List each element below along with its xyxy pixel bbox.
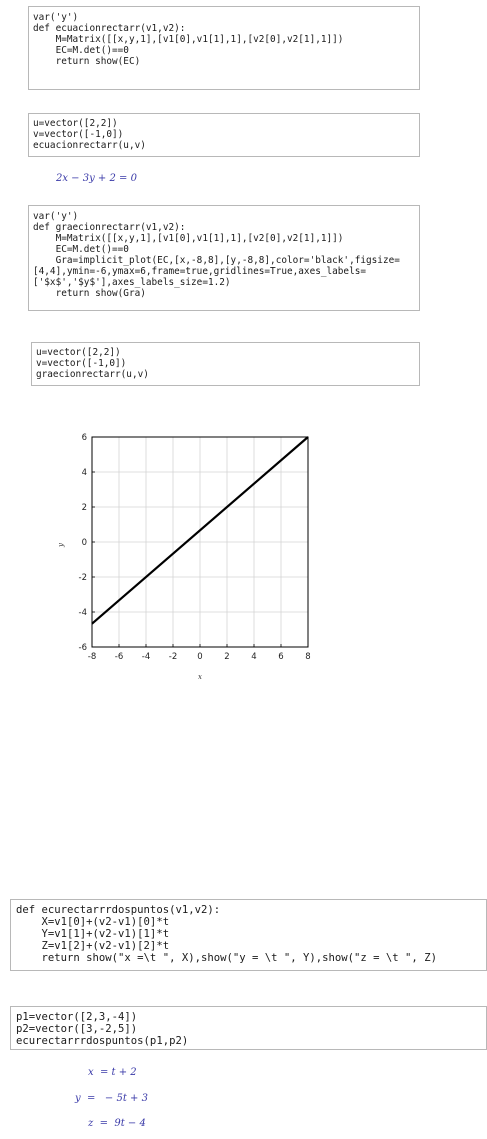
code-line: return show(EC) <box>33 56 141 67</box>
code-cell-def-grafica[interactable] <box>28 205 420 311</box>
y-tick-label: 6 <box>81 433 87 443</box>
code-line: return show(Gra) <box>33 288 146 299</box>
x-tick-label: -2 <box>168 652 178 662</box>
x-tick-label: 0 <box>197 652 203 662</box>
x-axis-label: x <box>198 673 202 681</box>
y-tick-label: 2 <box>81 503 87 513</box>
code-line: Gra=implicit_plot(EC,[x,-8,8],[y,-8,8],color='black',figsize= <box>33 255 400 266</box>
x-tick-label: -8 <box>87 652 97 662</box>
code-line: M=Matrix([[x,y,1],[v1[0],v1[1],1],[v2[0],v2[1],1]]) <box>33 34 344 45</box>
code-line: var('y') <box>33 12 79 23</box>
code-line: v=vector([-1,0]) <box>36 358 127 369</box>
code-line: u=vector([2,2]) <box>33 118 118 129</box>
code-line: graecionrectarr(u,v) <box>36 369 149 380</box>
code-line: v=vector([-1,0]) <box>33 129 124 140</box>
parametric-x-output: x = t + 2 <box>88 1067 137 1078</box>
code-cell-call-grafica[interactable] <box>31 342 420 386</box>
y-axis-label: y <box>57 543 65 547</box>
x-tick-label: 2 <box>224 652 230 662</box>
y-tick-label: 0 <box>81 538 87 548</box>
x-tick-label: 8 <box>305 652 311 662</box>
parametric-y-output: y = − 5t + 3 <box>75 1093 148 1104</box>
code-line: def ecurectarrrdospuntos(v1,v2): <box>16 904 221 916</box>
x-tick-label: 6 <box>278 652 284 662</box>
code-cell-call-ecuacion[interactable] <box>28 113 420 157</box>
code-line: ecurectarrrdospuntos(p1,p2) <box>16 1035 189 1047</box>
code-line: [4,4],ymin=-6,ymax=6,frame=true,gridlines=True,axes_labels= <box>33 266 367 277</box>
code-line: X=v1[0]+(v2-v1)[0]*t <box>16 916 170 928</box>
x-tick-label: -4 <box>141 652 151 662</box>
code-line: ecuacionrectarr(u,v) <box>33 140 146 151</box>
code-line: p1=vector([2,3,-4]) <box>16 1011 138 1023</box>
code-cell-call-dospuntos[interactable] <box>10 1006 487 1050</box>
code-line: u=vector([2,2]) <box>36 347 121 358</box>
x-tick-label: 4 <box>251 652 257 662</box>
y-tick-label: -2 <box>78 573 87 583</box>
code-line: p2=vector([3,-2,5]) <box>16 1023 138 1035</box>
code-line: def ecuacionrectarr(v1,v2): <box>33 23 186 34</box>
parametric-z-output: z = 9t − 4 <box>88 1118 146 1129</box>
code-cell-def-dospuntos[interactable] <box>10 899 487 971</box>
code-cell-def-ecuacion[interactable] <box>28 6 420 90</box>
code-line: Y=v1[1]+(v2-v1)[1]*t <box>16 928 170 940</box>
code-line: ['$x$','$y$'],axes_labels_size=1.2) <box>33 277 231 288</box>
code-line: M=Matrix([[x,y,1],[v1[0],v1[1],1],[v2[0],v2[1],1]]) <box>33 233 344 244</box>
code-line: EC=M.det()==0 <box>33 244 129 255</box>
code-line: def graecionrectarr(v1,v2): <box>33 222 186 233</box>
y-tick-label: 4 <box>81 468 87 478</box>
code-line: return show("x =\t ", X),show("y = \t ", Y),show("z = \t ", Z) <box>16 952 437 964</box>
code-line: var('y') <box>33 211 79 222</box>
y-tick-label: -4 <box>78 608 87 618</box>
x-tick-label: -6 <box>114 652 124 662</box>
code-line: Z=v1[2]+(v2-v1)[2]*t <box>16 940 170 952</box>
code-line: EC=M.det()==0 <box>33 45 129 56</box>
y-ticks <box>79 433 95 653</box>
equation-output: 2x − 3y + 2 = 0 <box>56 173 137 184</box>
y-tick-label: -6 <box>78 643 87 653</box>
implicit-plot <box>0 385 487 685</box>
